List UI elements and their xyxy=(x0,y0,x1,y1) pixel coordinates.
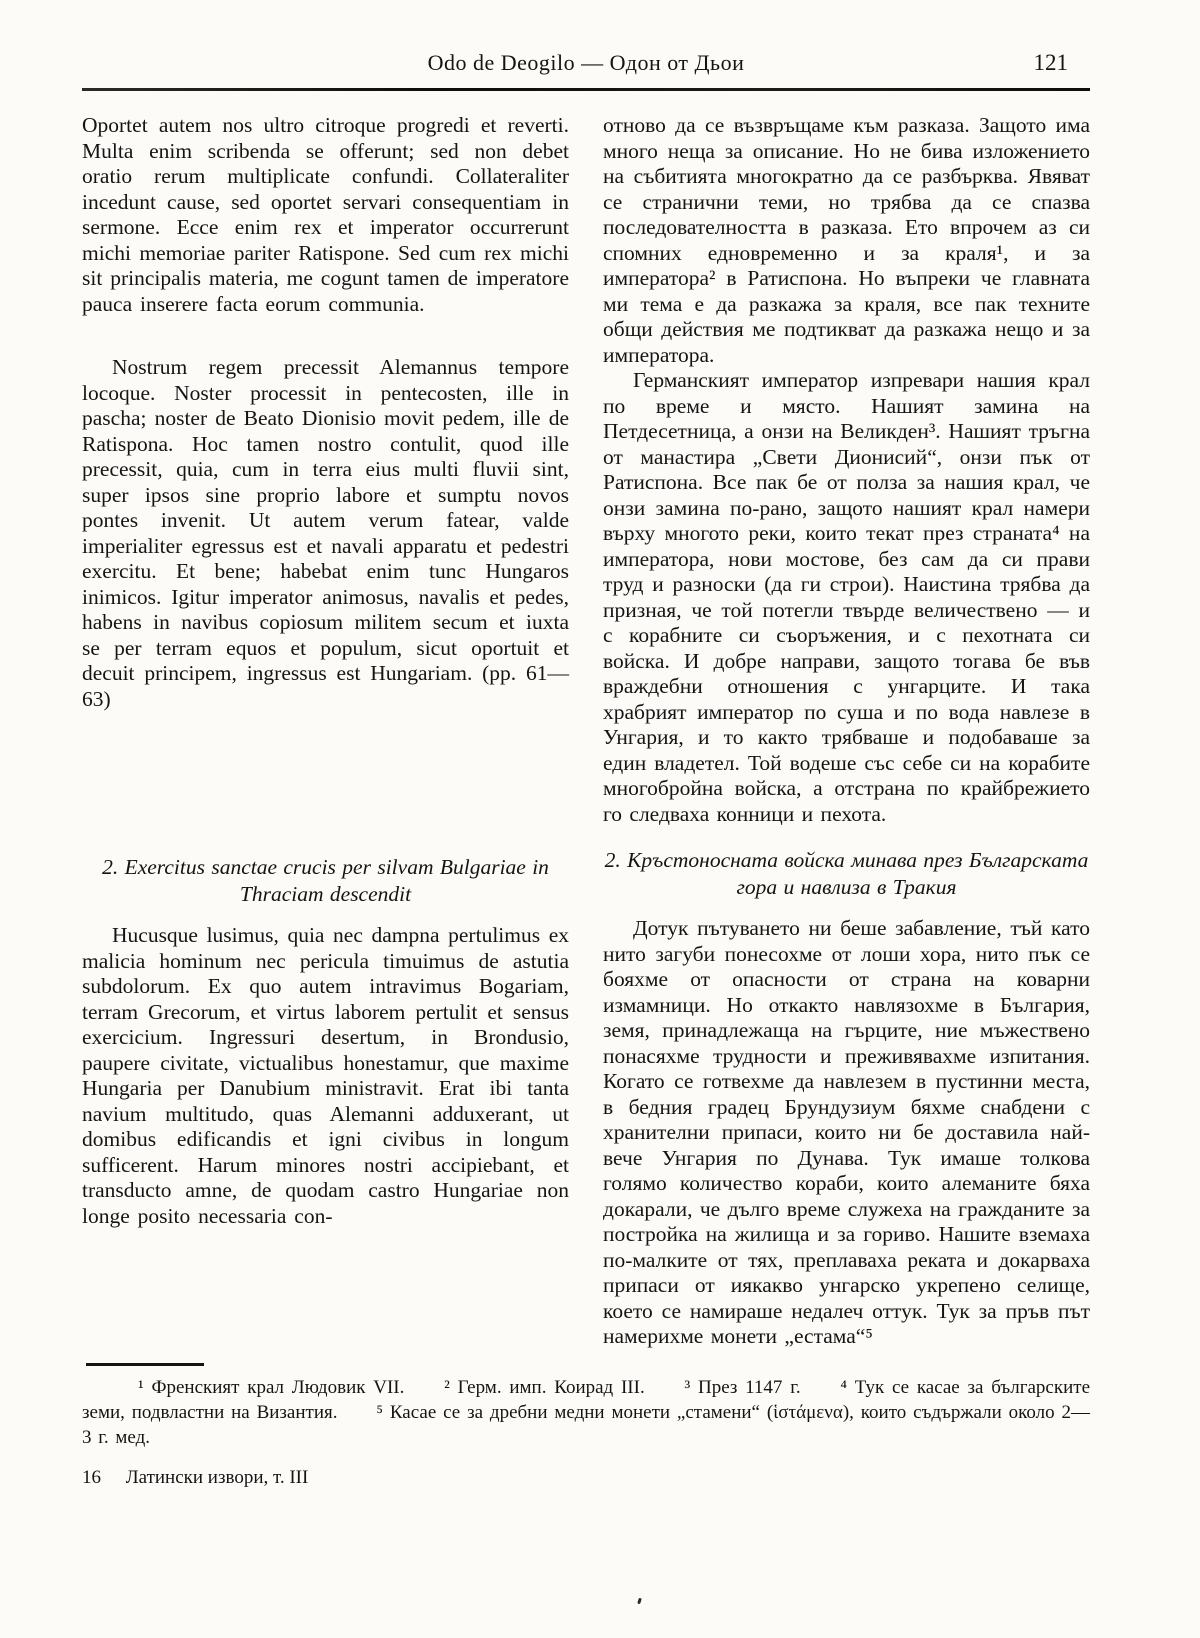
footnote-2: ² Герм. имп. Коирад III. xyxy=(444,1376,645,1398)
bulgarian-paragraph-3: Дотук пътуването ни беше забавление, тъй като нито загуби понесохме от лоши хора, нито пък се бояхме от опасности от страна на коварни измамници. Но откакто навлязохме в България, земя, принадлежаща на гърците, ние мъжествено понасяхме трудности и преживявахме изпитания. Когато се готвехме да навлезем в пустинни места, в бедния градец Брундузиум бяхме снабдени с хранителни припаси, които ни бе доставила най-вече Унгария по Дунава. Тук имаше толкова голямо количество кораби, които алеманите бяха докарали, че дълго време служеха на гражданите за постройка на жилища и за гориво. Нашите вземаха по-малките от тях, преплаваха реката и докарваха припаси от иякакво унгарско укрепено селище, което се намираше недалеч оттук. Тук за пръв път намерихме монети „естама“⁵ xyxy=(603,916,1090,1348)
footnote-separator-rule xyxy=(86,1363,204,1366)
page-header xyxy=(82,50,1090,78)
signature-number: 16 xyxy=(82,1466,101,1488)
footnotes-area xyxy=(82,1363,1090,1489)
latin-paragraph-2: Nostrum regem precessit Alemannus tempore locoque. Noster processit in pentecosten, ille in pascha; noster de Beato Dionisio movit pedem, ille de Ratispona. Hoc tamen nostro contulit, quod ille precessit, quia, cum in terra eius multi fluvii sint, super ipsos sine proprio labore et sumptu novos pontes invenit. Ut autem verum fatear, valde imperialiter egressus est et navali apparatu et pedestri exercitu. Et bene; habebat enim tunc Hungaros inimicos. Igitur imperator animosus, navalis et pedes, habens in navibus copiosum militem secum et iuxta se per terram equos et populum, sicut oportuit et decuit principem, ingressus est Hungariam. (pp. 61—63) xyxy=(82,355,569,711)
footnote-3: ³ През 1147 г. xyxy=(684,1376,801,1398)
footnote-5: ⁵ Касае се за дребни медни монети „стамени“ (ἱστάμενα), които съдържали около 2—3 г. мед. xyxy=(82,1401,1091,1448)
footnote-4: ⁴ Тук се касае за българските земи, подвластни на Византия. xyxy=(82,1376,1091,1423)
two-column-text xyxy=(82,113,1090,1350)
latin-column xyxy=(82,113,569,1350)
series-title: Латински извори, т. III xyxy=(125,1466,309,1488)
footnote-1: ¹ Френският крал Людовик VII. xyxy=(138,1376,405,1398)
latin-paragraph-3: Hucusque lusimus, quia nec dampna pertulimus ex malicia hominum nec pericula timuimus de astutia subdolorum. Ex quo autem intravimus Bogariam, terram Grecorum, et virtus laborem pertulit et sensus exercicium. Ingressuri desertum, in Brondusio, paupere civitate, victualibus honestamur, que maxime Hungaria per Danubium ministravit. Erat ibi tanta navium multitudo, quas Alemanni adduxerant, ut domibus edificandis et igni civibus in longum sufficerent. Harum minores nostri accipiebant, et transducto amne, de quodam castro Hungariae non longe posito necessaria con- xyxy=(82,923,569,1228)
page-number: 121 xyxy=(1033,50,1068,75)
book-imprint xyxy=(82,1467,1090,1489)
bulgarian-paragraph-1: отново да се възвръщаме към разказа. Защото има много неща за описание. Но не бива изложението на събитията многократно да се разбърква. Явяват се странични теми, но трябва да се спазва последователността в разказа. Ето впрочем аз си спомних едновременно и за краля¹, и за императора² в Ратиспона. Но въпреки че главната ми тема е да разкажа за краля, все пак техните общи действия ме подтикват да разкажа нещо и за императора. xyxy=(603,113,1090,367)
latin-section-heading: 2. Exercitus sanctae crucis per silvam Bulgariae in Thraciam descendit xyxy=(102,855,549,906)
bulgarian-paragraph-2: Германският император изпревари нашия крал по време и място. Нашият замина на Петдесетница, а онзи на Великден³. Нашият тръгна от манастира „Свети Дионисий“, онзи пък от Ратиспона. Все пак бе от полза за нашия крал, че онзи замина по-рано, защото нашият крал намери върху многото реки, които текат през страната⁴ на императора, нови мостове, без сам да си прави труд и разноски (да ги строи). Наистина трябва да призная, че той потегли твърде величествено — и с корабните си съоръжения, и с пехотната си войска. И добре направи, защото тогава бе във враждебни отношения с унгарците. И така храбрият император по суша и по вода навлезе в Унгария, и то както трябваше и подобаваше за един владетел. Той водеше със себе си на корабите многобройна войска, а отстрана по крайбрежието го следваха конници и пехота. xyxy=(603,368,1090,826)
bulgarian-column xyxy=(603,113,1090,1350)
footnotes-paragraph xyxy=(82,1375,1090,1450)
bulgarian-section-heading: 2. Кръстоносната войска минава през Българската гора и навлиза в Тракия xyxy=(604,848,1089,899)
running-title: Odo de Deogilo — Одон от Дьои xyxy=(427,50,745,75)
latin-paragraph-1: Oportet autem nos ultro citroque progredi et reverti. Multa enim scribenda se offerunt; sed non debet oratio rerum multiplicate confundi. Collateraliter incedunt cause, sed oportet servari consequentiam in sermone. Ecce enim rex et imperator occurrerunt michi memoriae pariter Ratispone. Sed cum rex michi sit principalis materia, me cogunt tamen de imperatore pauca inserere facta eorum communia. xyxy=(82,113,569,316)
header-rule xyxy=(82,88,1090,91)
